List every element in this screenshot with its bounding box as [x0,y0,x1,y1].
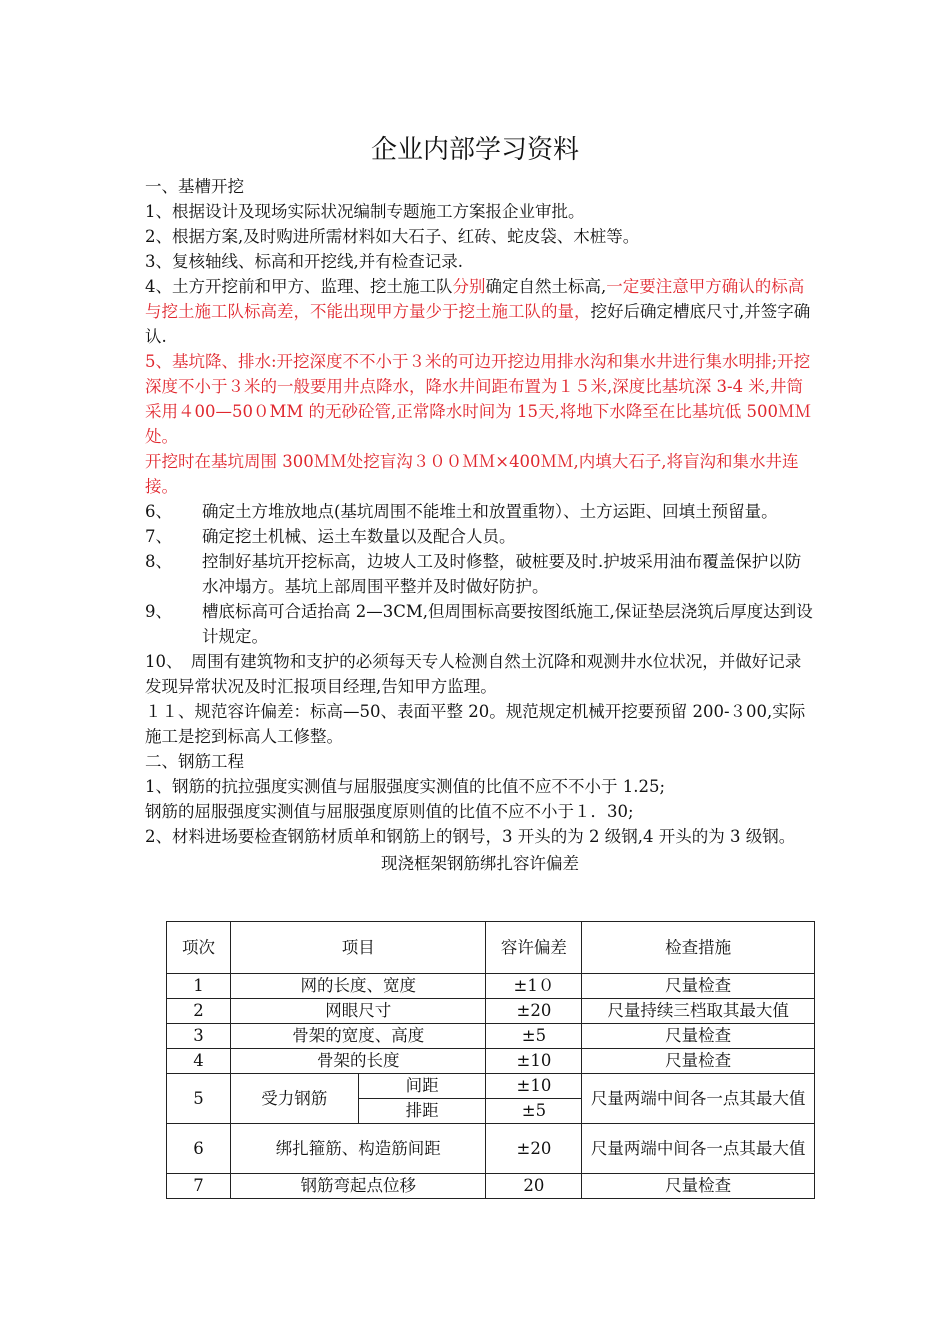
highlighted-paragraph: 开挖时在基坑周围 300ＭＭ处挖盲沟３００ＭＭ×400ＭＭ,内填大石子,将盲沟和集水井连接。 [145,452,799,496]
table-cell: 排距 [358,1099,486,1124]
table-cell: 尺量检查 [582,1174,815,1199]
section-heading: 一、基槽开挖 [145,177,244,196]
paragraph: 1、钢筋的抗拉强度实测值与屈服强度实测值的比值不应不不小于 1.25; [145,777,666,796]
table-row [167,974,815,999]
highlighted-paragraph: 5、基坑降、排水:开挖深度不不小于３米的可边开挖边用排水沟和集水井进行集水明排;开挖深度不小于３米的一般要用井点降水，降水井间距布置为１５米,深度比基坑深 3-4 米,井筒采用４00—50０MM 的无砂砼管,正常降水时间为 15天,将地下水降至在比基坑低 500ＭＭ处。 [145,352,811,446]
table-cell: 绑扎箍筋、构造筋间距 [230,1124,486,1174]
table-cell: ±5 [486,1099,582,1124]
table-row [167,999,815,1024]
table-cell: 1 [167,974,231,999]
list-item [145,599,815,649]
table-row [167,1049,815,1074]
table-cell: 7 [167,1174,231,1199]
table-cell: 尺量持续三档取其最大值 [582,999,815,1024]
table-cell: 2 [167,999,231,1024]
table-cell: 4 [167,1049,231,1074]
document-body [145,174,815,876]
paragraph [145,274,815,349]
list-number: 6、 [145,502,172,521]
table-cell: 5 [167,1074,231,1124]
list-item [145,549,815,599]
list-text: 槽底标高可合适抬高 2—3CM,但周围标高要按图纸施工,保证垫层浇筑后厚度达到设计规定。 [202,602,813,646]
table-cell: 骨架的宽度、高度 [230,1024,486,1049]
table-cell: 网眼尺寸 [230,999,486,1024]
list-text: 控制好基坑开挖标高，边坡人工及时修整，破桩要及时.护坡采用油布覆盖保护以防水冲塌方。基坑上部周围平整并及时做好防护。 [202,552,802,596]
table-cell: 6 [167,1124,231,1174]
table-row [167,1124,815,1174]
table-cell: 尺量检查 [582,974,815,999]
table-cell: 受力钢筋 [230,1074,358,1124]
paragraph: 3、复核轴线、标高和开挖线,并有检查记录. [145,252,463,271]
table-row [167,1074,815,1099]
paragraph: 1、根据设计及现场实际状况编制专题施工方案报企业审批。 [145,202,585,221]
table-cell: ±10 [486,1074,582,1099]
list-text: 确定挖土机械、运土车数量以及配合人员。 [202,527,516,546]
table-cell: ±20 [486,999,582,1024]
paragraph: １１、规范容许偏差：标高—50、表面平整 20。规范规定机械开挖要预留 200-３00,实际施工是挖到标高人工修整。 [145,702,806,746]
table-cell: ±1０ [486,974,582,999]
table-cell: 骨架的长度 [230,1049,486,1074]
tolerance-table [166,921,815,1199]
table-cell: 20 [486,1174,582,1199]
table-caption: 现浇框架钢筋绑扎容许偏差 [381,854,579,873]
table-cell: ±20 [486,1124,582,1174]
table-cell: 尺量检查 [582,1024,815,1049]
header-cell: 项次 [167,922,231,974]
table-cell: 间距 [358,1074,486,1099]
page-title: 企业内部学习资料 [370,135,579,165]
list-item [145,524,815,549]
table-cell: ±5 [486,1024,582,1049]
table-row [167,1174,815,1199]
list-number: 9、 [145,602,172,621]
table-cell: 尺量检查 [582,1049,815,1074]
paragraph: 2、材料进场要检查钢筋材质单和钢筋上的钢号，3 开头的为 2 级钢,4 开头的为 3 级钢。 [145,827,796,846]
highlighted-text: 分别 [452,277,486,296]
list-number: 8、 [145,552,172,571]
highlighted-text: 一定要注意甲方确认的标高与挖土施工队标高差，不能出现甲方量少于挖土施工队的量， [145,277,805,321]
table-cell: 尺量两端中间各一点其最大值 [582,1124,815,1174]
header-cell: 检查措施 [582,922,815,974]
list-number: 7、 [145,527,172,546]
text-run: 挖好后确定槽底尺寸,并签字确认. [145,302,811,346]
text-run: 确定自然土标高, [485,277,607,296]
paragraph: 钢筋的屈服强度实测值与屈服强度原则值的比值不应不小于１．30; [145,802,634,821]
table-cell: 3 [167,1024,231,1049]
table-cell: 尺量两端中间各一点其最大值 [582,1074,815,1124]
header-cell: 项目 [230,922,486,974]
table-cell: 网的长度、宽度 [230,974,486,999]
table-cell: ±10 [486,1049,582,1074]
paragraph: 2、根据方案,及时购进所需材料如大石子、红砖、蛇皮袋、木桩等。 [145,227,640,246]
header-cell: 容许偏差 [486,922,582,974]
list-text: 确定土方堆放地点(基坑周围不能堆土和放置重物）、土方运距、回填土预留量。 [202,502,778,521]
text-run: 4、土方开挖前和甲方、监理、挖土施工队 [145,277,453,296]
table-cell: 钢筋弯起点位移 [230,1174,486,1199]
section-heading: 二、钢筋工程 [145,752,244,771]
paragraph: 10、 周围有建筑物和支护的必须每天专人检测自然土沉降和观测井水位状况，并做好记录发现异常状况及时汇报项目经理,告知甲方监理。 [145,652,802,696]
table-row [167,1024,815,1049]
list-item [145,499,815,524]
table-header-row [167,922,815,974]
